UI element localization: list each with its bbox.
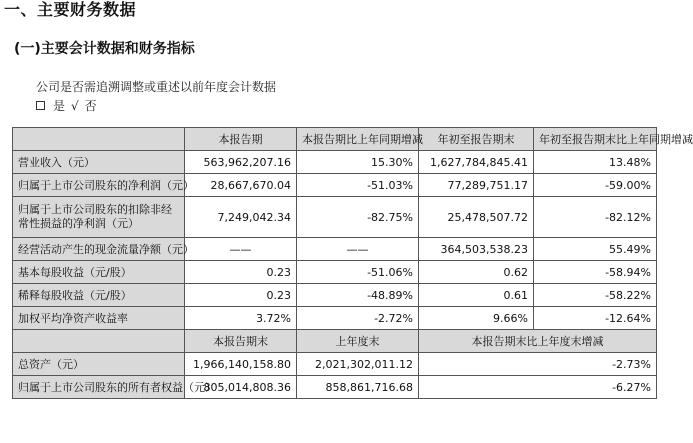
- financial-data-table: [12, 127, 693, 399]
- table-cell: -51.03%: [297, 174, 419, 197]
- header-cell: 本报告期: [185, 128, 297, 151]
- option-yes-label: 是: [53, 99, 66, 113]
- header-cell: 年初至报告期末比上年同期增减: [534, 128, 657, 151]
- header-cell: 本报告期比上年同期增减: [297, 128, 419, 151]
- table-cell: 55.49%: [534, 238, 657, 261]
- table-cell: -82.12%: [534, 197, 657, 238]
- table-cell: 9.66%: [419, 307, 534, 330]
- row-label: 归属于上市公司股东的扣除非经常性损益的净利润（元）: [13, 197, 185, 238]
- table-cell: 77,289,751.17: [419, 174, 534, 197]
- table-cell: 15.30%: [297, 151, 419, 174]
- table-row: [13, 376, 657, 399]
- table-cell: 1,627,784,845.41: [419, 151, 534, 174]
- table-row: [13, 151, 657, 174]
- row-label: 归属于上市公司股东的净利润（元）: [13, 174, 185, 197]
- row-label: 总资产（元）: [13, 353, 185, 376]
- table-row: [13, 238, 657, 261]
- table-cell: -6.27%: [419, 376, 657, 399]
- table-row: [13, 197, 657, 238]
- table-row: [13, 174, 657, 197]
- restatement-options: [36, 97, 97, 114]
- table-cell: -48.89%: [297, 284, 419, 307]
- table-cell: ——: [185, 238, 297, 261]
- subsection-heading: (一)主要会计数据和财务指标: [14, 41, 195, 57]
- row-label: 经营活动产生的现金流量净额（元）: [13, 238, 185, 261]
- table-cell: 0.61: [419, 284, 534, 307]
- table-cell: 3.72%: [185, 307, 297, 330]
- table-cell: -2.73%: [419, 353, 657, 376]
- header-cell: [13, 128, 185, 151]
- row-label: 稀释每股收益（元/股）: [13, 284, 185, 307]
- table-cell: 0.23: [185, 261, 297, 284]
- table-cell: 28,667,670.04: [185, 174, 297, 197]
- table-cell: 25,478,507.72: [419, 197, 534, 238]
- header-cell: [13, 330, 185, 353]
- table-cell: -82.75%: [297, 197, 419, 238]
- table-row: [13, 353, 657, 376]
- table-header-row: [13, 330, 657, 353]
- table-header-row: [13, 128, 657, 151]
- table-cell: 858,861,716.68: [297, 376, 419, 399]
- header-cell: 本报告期末比上年度末增减: [419, 330, 657, 353]
- table-cell: 0.23: [185, 284, 297, 307]
- header-cell: 上年度末: [297, 330, 419, 353]
- row-label: 基本每股收益（元/股）: [13, 261, 185, 284]
- table-cell: -58.94%: [534, 261, 657, 284]
- table-cell: 805,014,808.36: [185, 376, 297, 399]
- table-row: [13, 284, 657, 307]
- table-cell: ——: [297, 238, 419, 261]
- table-cell: -58.22%: [534, 284, 657, 307]
- table-row: [13, 307, 657, 330]
- table-cell: 2,021,302,011.12: [297, 353, 419, 376]
- header-cell: 年初至报告期末: [419, 128, 534, 151]
- table-cell: -59.00%: [534, 174, 657, 197]
- row-label: 加权平均净资产收益率: [13, 307, 185, 330]
- header-cell: 本报告期末: [185, 330, 297, 353]
- table-cell: 0.62: [419, 261, 534, 284]
- check-mark-icon: √: [71, 98, 79, 113]
- restatement-question: 公司是否需追溯调整或重述以前年度会计数据: [36, 80, 277, 94]
- table-cell: 563,962,207.16: [185, 151, 297, 174]
- row-label: 归属于上市公司股东的所有者权益（元）: [13, 376, 185, 399]
- checkbox-icon: [36, 101, 45, 110]
- table-row: [13, 261, 657, 284]
- table-cell: 364,503,538.23: [419, 238, 534, 261]
- row-label: 营业收入（元）: [13, 151, 185, 174]
- table-cell: 13.48%: [534, 151, 657, 174]
- table-cell: 7,249,042.34: [185, 197, 297, 238]
- table-cell: -51.06%: [297, 261, 419, 284]
- option-no-label: 否: [84, 99, 97, 113]
- table-cell: -2.72%: [297, 307, 419, 330]
- table-cell: -12.64%: [534, 307, 657, 330]
- section-heading: 一、主要财务数据: [4, 0, 137, 19]
- table-cell: 1,966,140,158.80: [185, 353, 297, 376]
